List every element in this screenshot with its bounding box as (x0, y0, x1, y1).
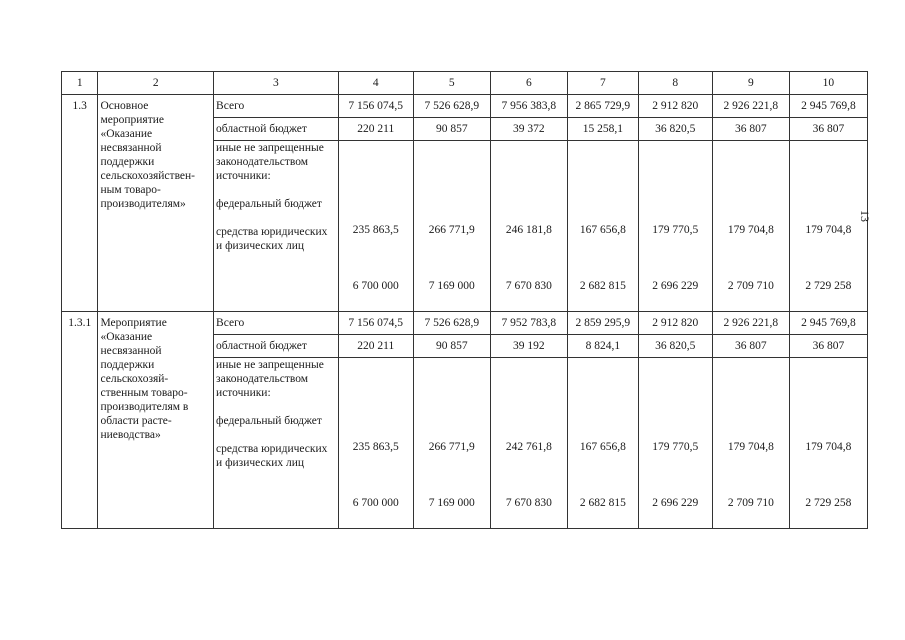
value-cell: 36 807 (789, 335, 867, 358)
legal-value: 2 729 258 (805, 497, 852, 509)
legal-value: 7 169 000 (428, 280, 475, 292)
value-cell: 2 912 820 (638, 95, 712, 118)
source-labels (214, 141, 339, 312)
value-cell-pair (638, 358, 712, 529)
value-cell-pair (338, 141, 413, 312)
header-cell: 6 (490, 72, 567, 95)
value-cell: 7 156 074,5 (338, 312, 413, 335)
value-cell: 220 211 (338, 335, 413, 358)
legal-value: 2 709 710 (727, 280, 774, 292)
federal-budget-label: федеральный бюджет (216, 415, 322, 427)
value-cell-pair (712, 141, 789, 312)
legal-value: 2 682 815 (579, 280, 626, 292)
federal-value: 246 181,8 (505, 224, 552, 236)
header-cell: 8 (638, 72, 712, 95)
legal-value: 6 700 000 (352, 497, 399, 509)
value-cell: 2 926 221,8 (712, 312, 789, 335)
header-cell: 9 (712, 72, 789, 95)
federal-budget-label: федеральный бюджет (216, 198, 322, 210)
row-label: Всего (214, 312, 339, 335)
value-cell: 36 807 (712, 118, 789, 141)
legal-value: 2 696 229 (652, 280, 699, 292)
table-row-total (62, 312, 868, 335)
header-cell: 5 (413, 72, 490, 95)
header-cell: 3 (214, 72, 339, 95)
value-cell-pair (338, 358, 413, 529)
other-sources-label: иные не запрещенные законодательством источники: (216, 142, 324, 182)
value-cell: 36 807 (789, 118, 867, 141)
federal-value: 235 863,5 (352, 441, 399, 453)
legal-value: 7 169 000 (428, 497, 475, 509)
value-cell: 7 156 074,5 (338, 95, 413, 118)
value-cell: 2 912 820 (638, 312, 712, 335)
value-cell-pair (567, 141, 638, 312)
value-cell: 2 945 769,8 (789, 312, 867, 335)
program-financing-table (61, 71, 868, 529)
value-cell: 7 952 783,8 (490, 312, 567, 335)
value-cell: 90 857 (413, 118, 490, 141)
federal-value: 266 771,9 (428, 224, 475, 236)
legal-value: 2 709 710 (727, 497, 774, 509)
value-cell-pair (413, 141, 490, 312)
legal-value: 7 670 830 (505, 497, 552, 509)
value-cell: 2 945 769,8 (789, 95, 867, 118)
federal-value: 235 863,5 (352, 224, 399, 236)
value-cell: 90 857 (413, 335, 490, 358)
header-cell: 2 (98, 72, 214, 95)
federal-value: 179 704,8 (805, 224, 852, 236)
value-cell: 36 807 (712, 335, 789, 358)
federal-value: 179 770,5 (652, 441, 699, 453)
section-number: 1.3.1 (62, 312, 98, 529)
value-cell: 2 926 221,8 (712, 95, 789, 118)
value-cell-pair (413, 358, 490, 529)
legal-value: 2 729 258 (805, 280, 852, 292)
federal-value: 179 704,8 (805, 441, 852, 453)
federal-value: 242 761,8 (505, 441, 552, 453)
value-cell: 220 211 (338, 118, 413, 141)
federal-value: 179 704,8 (727, 441, 774, 453)
page-number: 13 (858, 210, 872, 222)
federal-value: 179 704,8 (727, 224, 774, 236)
value-cell-pair (712, 358, 789, 529)
value-cell: 2 865 729,9 (567, 95, 638, 118)
row-label: Всего (214, 95, 339, 118)
value-cell: 36 820,5 (638, 335, 712, 358)
value-cell: 7 526 628,9 (413, 312, 490, 335)
value-cell: 39 192 (490, 335, 567, 358)
legal-entities-label: средства юридических и физических лиц (216, 226, 328, 252)
federal-value: 266 771,9 (428, 441, 475, 453)
table-row-total (62, 95, 868, 118)
value-cell: 2 859 295,9 (567, 312, 638, 335)
value-cell: 39 372 (490, 118, 567, 141)
header-cell: 4 (338, 72, 413, 95)
federal-value: 167 656,8 (579, 224, 626, 236)
section-number: 1.3 (62, 95, 98, 312)
legal-value: 2 682 815 (579, 497, 626, 509)
column-number-header-row (62, 72, 868, 95)
value-cell-pair (789, 141, 867, 312)
section-name: Основное мероприятие «Оказание несвязанной поддержки сельскохозяйствен-ным товаро-производителям» (98, 95, 214, 312)
other-sources-label: иные не запрещенные законодательством источники: (216, 359, 324, 399)
value-cell: 36 820,5 (638, 118, 712, 141)
legal-value: 7 670 830 (505, 280, 552, 292)
value-cell-pair (567, 358, 638, 529)
header-cell: 1 (62, 72, 98, 95)
federal-value: 179 770,5 (652, 224, 699, 236)
value-cell-pair (638, 141, 712, 312)
value-cell: 7 526 628,9 (413, 95, 490, 118)
header-cell: 7 (567, 72, 638, 95)
value-cell: 7 956 383,8 (490, 95, 567, 118)
value-cell-pair (490, 141, 567, 312)
row-label: областной бюджет (214, 118, 339, 141)
header-cell: 10 (789, 72, 867, 95)
source-labels (214, 358, 339, 529)
section-name: Мероприятие «Оказание несвязанной поддержки сельскохозяй-ственным товаро-производителям в области расте-ниеводства» (98, 312, 214, 529)
legal-value: 6 700 000 (352, 280, 399, 292)
legal-value: 2 696 229 (652, 497, 699, 509)
value-cell-pair (789, 358, 867, 529)
federal-value: 167 656,8 (579, 441, 626, 453)
value-cell: 8 824,1 (567, 335, 638, 358)
value-cell-pair (490, 358, 567, 529)
legal-entities-label: средства юридических и физических лиц (216, 443, 328, 469)
value-cell: 15 258,1 (567, 118, 638, 141)
row-label: областной бюджет (214, 335, 339, 358)
